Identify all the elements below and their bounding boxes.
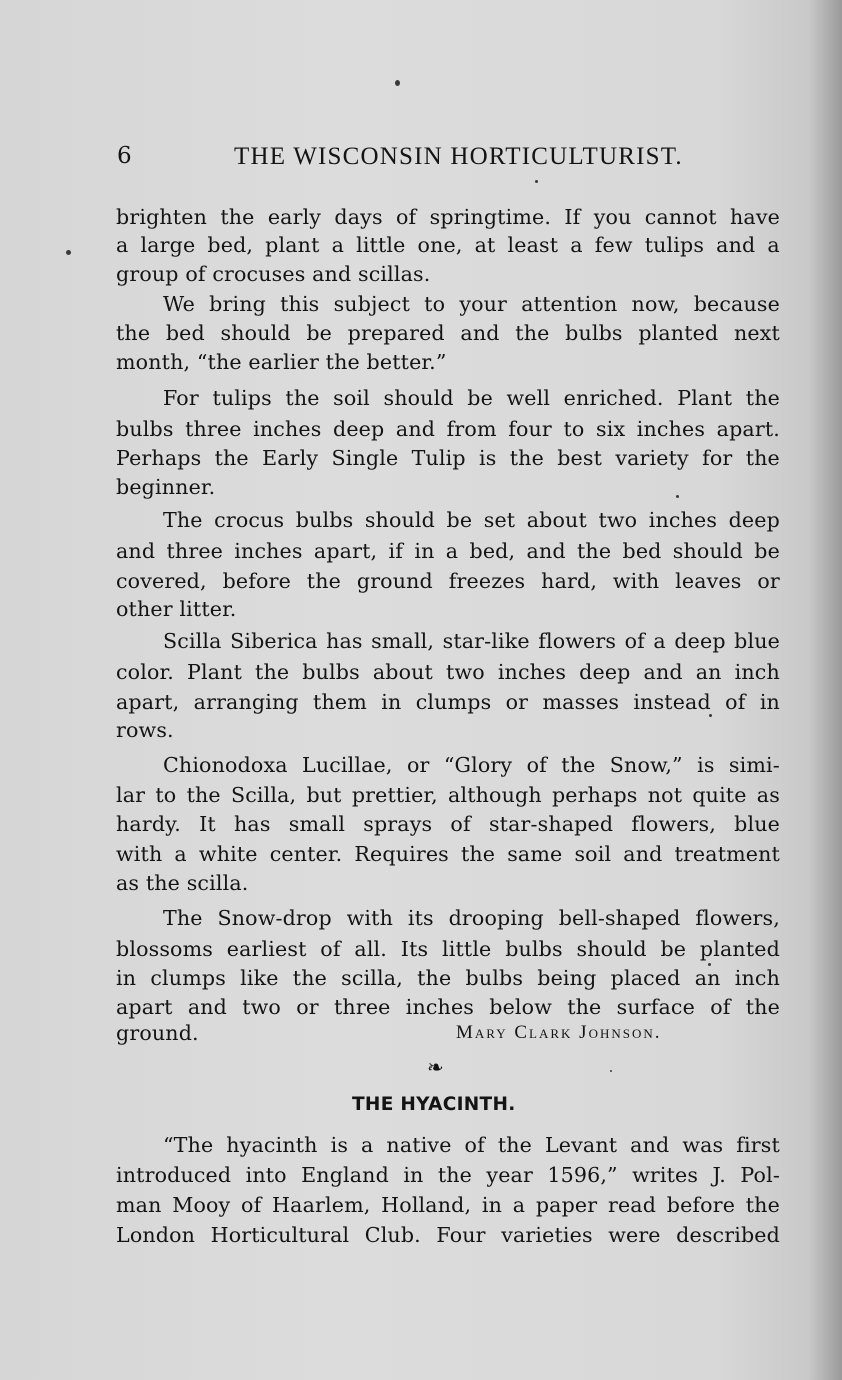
section-line: man Mooy of Haarlem, Holland, in a paper read before the xyxy=(116,1193,780,1217)
running-head: THE WISCONSIN HORTICULTURIST. xyxy=(234,143,683,170)
section-line: introduced into England in the year 1596,” writes J. Pol- xyxy=(116,1163,780,1187)
article-line: The crocus bulbs should be set about two inches deep xyxy=(163,508,780,532)
print-speck xyxy=(66,250,71,255)
article-line: rows. xyxy=(116,718,174,742)
print-speck xyxy=(610,1070,612,1072)
article-line: a large bed, plant a little one, at least a few tulips and a xyxy=(116,233,780,257)
section-title: THE HYACINTH. xyxy=(352,1094,516,1115)
article-line: bulbs three inches deep and from four to six inches apart. xyxy=(116,417,780,441)
section-line: London Horticultural Club. Four varieties were described xyxy=(116,1223,780,1247)
article-line: For tulips the soil should be well enriched. Plant the xyxy=(163,386,780,410)
article-line: in clumps like the scilla, the bulbs being placed an inch xyxy=(116,966,780,990)
article-line: ground. xyxy=(116,1021,199,1045)
article-line: brighten the early days of springtime. If you cannot have xyxy=(116,205,780,229)
article-line: apart, arranging them in clumps or masses instead of in xyxy=(116,690,780,714)
article-line: and three inches apart, if in a bed, and the bed should be xyxy=(116,539,780,563)
page-number: 6 xyxy=(117,143,133,169)
article-line: color. Plant the bulbs about two inches deep and an inch xyxy=(116,660,780,684)
article-line: Chionodoxa Lucillae, or “Glory of the Snow,” is simi- xyxy=(163,753,780,777)
article-line: Scilla Siberica has small, star-like flowers of a deep blue xyxy=(163,629,780,653)
article-line: We bring this subject to your attention now, because xyxy=(163,292,780,316)
print-speck xyxy=(676,495,679,498)
section-ornament: ❧ xyxy=(427,1055,444,1079)
article-line: beginner. xyxy=(116,475,216,499)
section-line: “The hyacinth is a native of the Levant and was first xyxy=(163,1133,780,1157)
article-line: Perhaps the Early Single Tulip is the best variety for the xyxy=(116,446,780,470)
article-line: The Snow-drop with its drooping bell-shaped flowers, xyxy=(163,906,780,930)
print-speck xyxy=(708,963,711,966)
article-line: month, “the earlier the better.” xyxy=(116,350,447,374)
print-speck xyxy=(395,80,400,86)
article-line: as the scilla. xyxy=(116,871,249,895)
article-line: lar to the Scilla, but prettier, although perhaps not quite as xyxy=(116,783,780,807)
article-line: group of crocuses and scillas. xyxy=(116,262,431,286)
article-line: apart and two or three inches below the surface of the xyxy=(116,995,780,1019)
article-line: other litter. xyxy=(116,597,237,621)
article-line: with a white center. Requires the same soil and treatment xyxy=(116,842,780,866)
page-header xyxy=(117,143,693,177)
print-speck xyxy=(709,714,712,717)
print-speck xyxy=(535,180,538,183)
article-line: covered, before the ground freezes hard, with leaves or xyxy=(116,569,780,593)
article-line: hardy. It has small sprays of star-shaped flowers, blue xyxy=(116,812,780,836)
article-line: blossoms earliest of all. Its little bulbs should be planted xyxy=(116,937,780,961)
author-signature: Mary Clark Johnson. xyxy=(456,1022,662,1043)
article-line: the bed should be prepared and the bulbs planted next xyxy=(116,321,780,345)
